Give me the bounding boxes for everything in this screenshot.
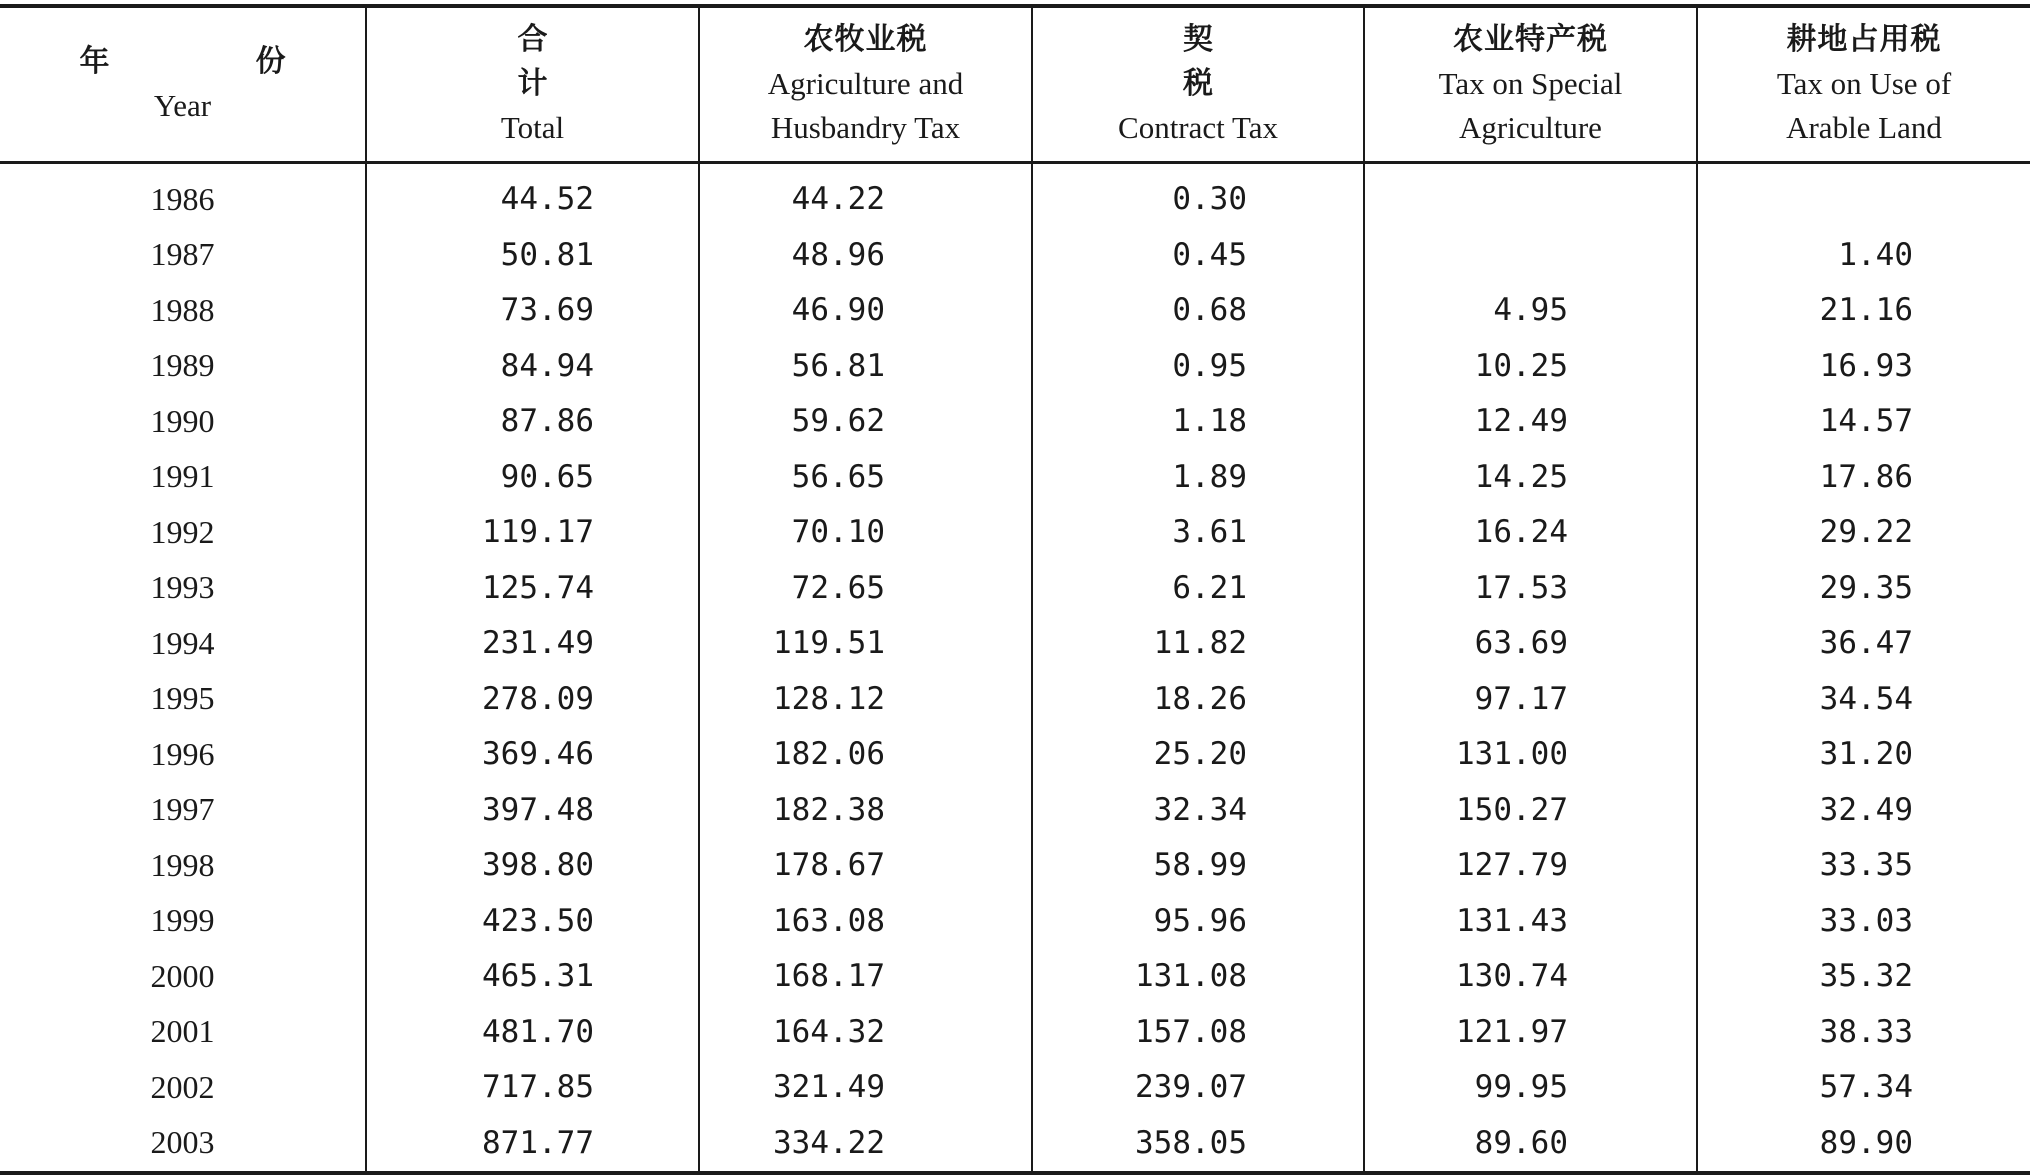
header-label-zh: 农业特产税 [1453, 22, 1608, 58]
cell-year: 2002 [150, 1068, 215, 1105]
cell-total: 73.69 [366, 283, 699, 339]
table-row [0, 560, 2030, 616]
cell-arable-land-tax: 38.33 [1697, 1004, 2030, 1060]
cell-arable-land-tax: 57.34 [1697, 1060, 2030, 1116]
header-contract-tax [1032, 6, 1364, 162]
table-row [0, 838, 2030, 894]
table-header [0, 6, 2030, 162]
table-row [0, 727, 2030, 783]
cell-contract-tax: 157.08 [1032, 1004, 1364, 1060]
cell-agriculture-husbandry-tax: 321.49 [699, 1060, 1032, 1116]
cell-special-agriculture-tax [1364, 162, 1697, 227]
cell-contract-tax: 32.34 [1032, 782, 1364, 838]
cell-special-agriculture-tax: 131.00 [1364, 727, 1697, 783]
header-label-zh: 耕地占用税 [1786, 22, 1942, 58]
tax-revenue-table [0, 4, 2030, 1175]
cell-agriculture-husbandry-tax: 163.08 [699, 893, 1032, 949]
cell-contract-tax: 0.68 [1032, 283, 1364, 339]
cell-special-agriculture-tax: 16.24 [1364, 505, 1697, 561]
cell-arable-land-tax: 33.03 [1697, 893, 2030, 949]
table-row [0, 782, 2030, 838]
header-label-en: Husbandry Tax [770, 110, 961, 146]
cell-contract-tax: 0.30 [1032, 162, 1364, 227]
table-row [0, 162, 2030, 227]
header-arable-land-tax [1697, 6, 2030, 162]
header-label-en: Agriculture and [767, 66, 964, 102]
table-row [0, 505, 2030, 561]
cell-year: 1989 [150, 347, 215, 384]
cell-agriculture-husbandry-tax: 182.06 [699, 727, 1032, 783]
cell-arable-land-tax: 29.35 [1697, 560, 2030, 616]
cell-total: 125.74 [366, 560, 699, 616]
table-body [0, 162, 2030, 1173]
cell-arable-land-tax: 21.16 [1697, 283, 2030, 339]
cell-contract-tax: 58.99 [1032, 838, 1364, 894]
cell-special-agriculture-tax: 10.25 [1364, 338, 1697, 394]
cell-agriculture-husbandry-tax: 119.51 [699, 616, 1032, 672]
table-row [0, 1004, 2030, 1060]
header-year [0, 6, 366, 162]
table-row [0, 616, 2030, 672]
cell-total: 423.50 [366, 893, 699, 949]
cell-contract-tax: 18.26 [1032, 671, 1364, 727]
cell-special-agriculture-tax: 99.95 [1364, 1060, 1697, 1116]
table-row [0, 394, 2030, 450]
cell-year: 1999 [150, 902, 215, 939]
cell-year: 1995 [150, 680, 215, 717]
cell-contract-tax: 6.21 [1032, 560, 1364, 616]
cell-agriculture-husbandry-tax: 59.62 [699, 394, 1032, 450]
cell-special-agriculture-tax: 97.17 [1364, 671, 1697, 727]
cell-agriculture-husbandry-tax: 128.12 [699, 671, 1032, 727]
cell-total: 90.65 [366, 449, 699, 505]
cell-total: 397.48 [366, 782, 699, 838]
header-label-en: Tax on Special [1438, 66, 1623, 102]
cell-special-agriculture-tax: 12.49 [1364, 394, 1697, 450]
header-label-en: Year [153, 88, 212, 124]
cell-contract-tax: 95.96 [1032, 893, 1364, 949]
header-label-zh: 农牧业税 [803, 22, 928, 58]
cell-year: 1991 [150, 458, 215, 495]
cell-year: 1992 [150, 513, 215, 550]
cell-contract-tax: 25.20 [1032, 727, 1364, 783]
cell-total: 87.86 [366, 394, 699, 450]
cell-agriculture-husbandry-tax: 46.90 [699, 283, 1032, 339]
table-row [0, 227, 2030, 283]
cell-arable-land-tax: 34.54 [1697, 671, 2030, 727]
cell-arable-land-tax: 31.20 [1697, 727, 2030, 783]
cell-agriculture-husbandry-tax: 182.38 [699, 782, 1032, 838]
header-label-en: Arable Land [1786, 110, 1942, 146]
cell-contract-tax: 11.82 [1032, 616, 1364, 672]
cell-agriculture-husbandry-tax: 334.22 [699, 1115, 1032, 1173]
cell-arable-land-tax: 35.32 [1697, 949, 2030, 1005]
cell-year: 1997 [150, 791, 215, 828]
header-total [366, 6, 699, 162]
cell-arable-land-tax: 17.86 [1697, 449, 2030, 505]
cell-agriculture-husbandry-tax: 178.67 [699, 838, 1032, 894]
cell-special-agriculture-tax: 63.69 [1364, 616, 1697, 672]
cell-arable-land-tax: 32.49 [1697, 782, 2030, 838]
cell-total: 278.09 [366, 671, 699, 727]
table-row [0, 338, 2030, 394]
cell-arable-land-tax [1697, 162, 2030, 227]
header-label-zh: 年 份 [79, 44, 344, 80]
cell-total: 717.85 [366, 1060, 699, 1116]
table-row [0, 283, 2030, 339]
cell-agriculture-husbandry-tax: 56.81 [699, 338, 1032, 394]
header-label-en: Agriculture [1459, 110, 1602, 146]
cell-total: 84.94 [366, 338, 699, 394]
header-special-agriculture-tax [1364, 6, 1697, 162]
cell-agriculture-husbandry-tax: 168.17 [699, 949, 1032, 1005]
cell-agriculture-husbandry-tax: 44.22 [699, 162, 1032, 227]
header-row [0, 6, 2030, 162]
cell-contract-tax: 239.07 [1032, 1060, 1364, 1116]
cell-contract-tax: 1.18 [1032, 394, 1364, 450]
cell-total: 44.52 [366, 162, 699, 227]
cell-total: 231.49 [366, 616, 699, 672]
cell-agriculture-husbandry-tax: 48.96 [699, 227, 1032, 283]
cell-special-agriculture-tax: 17.53 [1364, 560, 1697, 616]
header-label-zh: 合 计 [517, 22, 694, 102]
cell-total: 871.77 [366, 1115, 699, 1173]
cell-special-agriculture-tax: 150.27 [1364, 782, 1697, 838]
header-agriculture-husbandry-tax [699, 6, 1032, 162]
cell-arable-land-tax: 36.47 [1697, 616, 2030, 672]
cell-year: 1994 [150, 624, 215, 661]
cell-year: 1988 [150, 291, 215, 328]
cell-agriculture-husbandry-tax: 70.10 [699, 505, 1032, 561]
cell-year: 1990 [150, 402, 215, 439]
cell-contract-tax: 131.08 [1032, 949, 1364, 1005]
cell-arable-land-tax: 16.93 [1697, 338, 2030, 394]
cell-arable-land-tax: 33.35 [1697, 838, 2030, 894]
table-row [0, 449, 2030, 505]
cell-total: 369.46 [366, 727, 699, 783]
cell-year: 1987 [150, 236, 215, 273]
cell-contract-tax: 3.61 [1032, 505, 1364, 561]
cell-special-agriculture-tax: 14.25 [1364, 449, 1697, 505]
table-row [0, 893, 2030, 949]
cell-special-agriculture-tax [1364, 227, 1697, 283]
cell-year: 2003 [0, 1115, 366, 1173]
cell-special-agriculture-tax: 121.97 [1364, 1004, 1697, 1060]
header-label-en: Contract Tax [1118, 110, 1278, 146]
cell-year: 1996 [150, 735, 215, 772]
cell-contract-tax: 1.89 [1032, 449, 1364, 505]
cell-total: 398.80 [366, 838, 699, 894]
cell-agriculture-husbandry-tax: 56.65 [699, 449, 1032, 505]
cell-contract-tax: 0.95 [1032, 338, 1364, 394]
header-label-en: Tax on Use of [1776, 66, 1952, 102]
cell-special-agriculture-tax: 127.79 [1364, 838, 1697, 894]
table-row [0, 949, 2030, 1005]
header-label-en: Total [500, 110, 565, 146]
cell-arable-land-tax: 1.40 [1697, 227, 2030, 283]
cell-total: 119.17 [366, 505, 699, 561]
cell-arable-land-tax: 14.57 [1697, 394, 2030, 450]
cell-total: 481.70 [366, 1004, 699, 1060]
cell-year: 1986 [150, 180, 215, 217]
cell-year: 1993 [150, 569, 215, 606]
cell-arable-land-tax: 89.90 [1697, 1115, 2030, 1173]
cell-year: 1998 [150, 846, 215, 883]
cell-contract-tax: 0.45 [1032, 227, 1364, 283]
cell-arable-land-tax: 29.22 [1697, 505, 2030, 561]
cell-special-agriculture-tax: 4.95 [1364, 283, 1697, 339]
cell-year: 2001 [150, 1013, 215, 1050]
table-row [0, 671, 2030, 727]
header-label-zh: 契 税 [1183, 22, 1359, 102]
cell-special-agriculture-tax: 131.43 [1364, 893, 1697, 949]
cell-agriculture-husbandry-tax: 164.32 [699, 1004, 1032, 1060]
cell-year: 2000 [150, 957, 215, 994]
cell-contract-tax: 358.05 [1032, 1115, 1364, 1173]
cell-special-agriculture-tax: 130.74 [1364, 949, 1697, 1005]
cell-total: 465.31 [366, 949, 699, 1005]
cell-total: 50.81 [366, 227, 699, 283]
cell-special-agriculture-tax: 89.60 [1364, 1115, 1697, 1173]
table-row [0, 1060, 2030, 1116]
cell-agriculture-husbandry-tax: 72.65 [699, 560, 1032, 616]
